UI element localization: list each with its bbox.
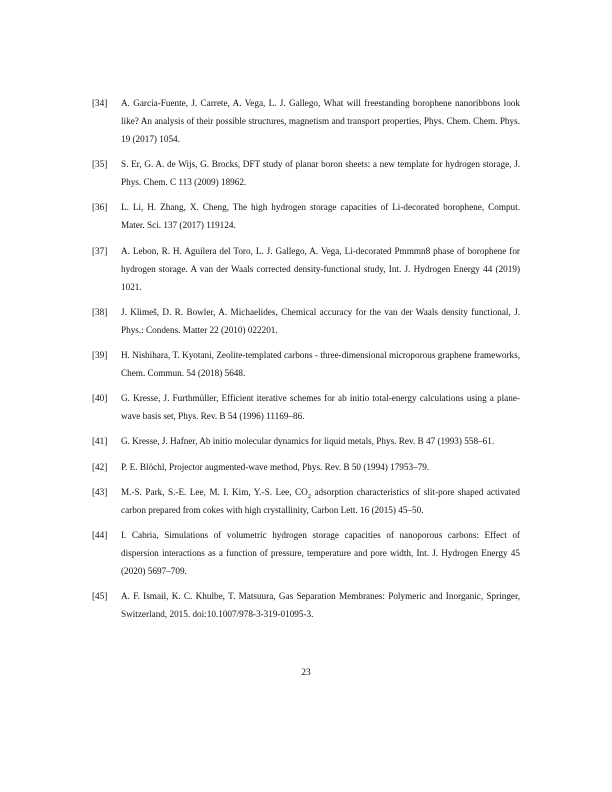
reference-42 <box>92 458 520 476</box>
reference-list <box>92 94 520 630</box>
reference-40 <box>92 389 520 425</box>
reference-39 <box>92 346 520 382</box>
reference-41 <box>92 432 520 450</box>
reference-45 <box>92 587 520 623</box>
subscript: 2 <box>307 492 311 500</box>
reference-text-before: M.-S. Park, S.-E. Lee, M. I. Kim, Y.-S. Lee, CO <box>121 486 308 497</box>
reference-number: [41] <box>92 436 108 447</box>
reference-text-after: adsorption characteristics of slit-pore shaped activated carbon prepared from cokes with high crystallinity, Carbon Lett. 16 (2015) 45–50. <box>121 486 520 515</box>
reference-text: H. Nishihara, T. Kyotani, Zeolite-templated carbons - three-dimensional microporous graphene frameworks, Chem. Commun. 54 (2018) 5648. <box>121 349 520 378</box>
reference-34 <box>92 94 520 148</box>
reference-37 <box>92 242 520 296</box>
reference-35 <box>92 155 520 191</box>
reference-number: [35] <box>92 159 108 170</box>
reference-number: [42] <box>92 461 108 472</box>
reference-number: [44] <box>92 529 108 540</box>
reference-text: A. F. Ismail, K. C. Khulbe, T. Matsuura, Gas Separation Membranes: Polymeric and Inorganic, Springer, Switzerland, 2015. doi:10.1007/978-3-319-01095-3. <box>121 591 520 620</box>
reference-number: [43] <box>92 486 108 497</box>
reference-text <box>121 483 520 519</box>
reference-number: [38] <box>92 306 108 317</box>
reference-text: A. García-Fuente, J. Carrete, A. Vega, L. J. Gallego, What will freestanding borophene nanoribbons look like? An analysis of their possible structures, magnetism and transport properties, Phys. Chem. Chem. Phys. 19 (2017) 1054. <box>121 98 520 144</box>
reference-text: G. Kresse, J. Furthmüller, Efficient iterative schemes for ab initio total-energy calculations using a plane-wave basis set, Phys. Rev. B 54 (1996) 11169–86. <box>121 393 520 422</box>
reference-36 <box>92 198 520 234</box>
reference-43 <box>92 483 520 519</box>
reference-number: [37] <box>92 245 108 256</box>
reference-text: L. Li, H. Zhang, X. Cheng, The high hydrogen storage capacities of Li-decorated borophene, Comput. Mater. Sci. 137 (2017) 119124. <box>121 202 520 231</box>
reference-44 <box>92 526 520 580</box>
reference-text: J. Klimeš, D. R. Bowler, A. Michaelides, Chemical accuracy for the van der Waals density functional, J. Phys.: Condens. Matter 22 (2010) 022201. <box>121 306 520 335</box>
reference-text: P. E. Blöchl, Projector augmented-wave method, Phys. Rev. B 50 (1994) 17953–79. <box>121 461 430 472</box>
reference-number: [36] <box>92 202 108 213</box>
reference-38 <box>92 303 520 339</box>
reference-number: [40] <box>92 393 108 404</box>
reference-text: A. Lebon, R. H. Aguilera del Toro, L. J. Gallego, A. Vega, Li-decorated Pmmmn8 phase of borophene for hydrogen storage. A van der Waals corrected density-functional study, Int. J. Hydrogen Energy 44 (2019) 1021. <box>121 245 520 292</box>
reference-number: [45] <box>92 591 108 602</box>
reference-number: [34] <box>92 98 108 108</box>
reference-number: [39] <box>92 349 108 360</box>
reference-text: I. Cabria, Simulations of volumetric hydrogen storage capacities of nanoporous carbons: Effect of dispersion interactions as a function of pressure, temperature and pore width, Int. J. Hydrogen Energy 45 (2020) 5697–709. <box>121 529 520 576</box>
reference-text: S. Er, G. A. de Wijs, G. Brocks, DFT study of planar boron sheets: a new template for hydrogen storage, J. Phys. Chem. C 113 (2009) 18962. <box>121 159 520 188</box>
page-number: 23 <box>301 668 311 678</box>
reference-text: G. Kresse, J. Hafner, Ab initio molecular dynamics for liquid metals, Phys. Rev. B 47 (1993) 558–61. <box>121 436 495 447</box>
